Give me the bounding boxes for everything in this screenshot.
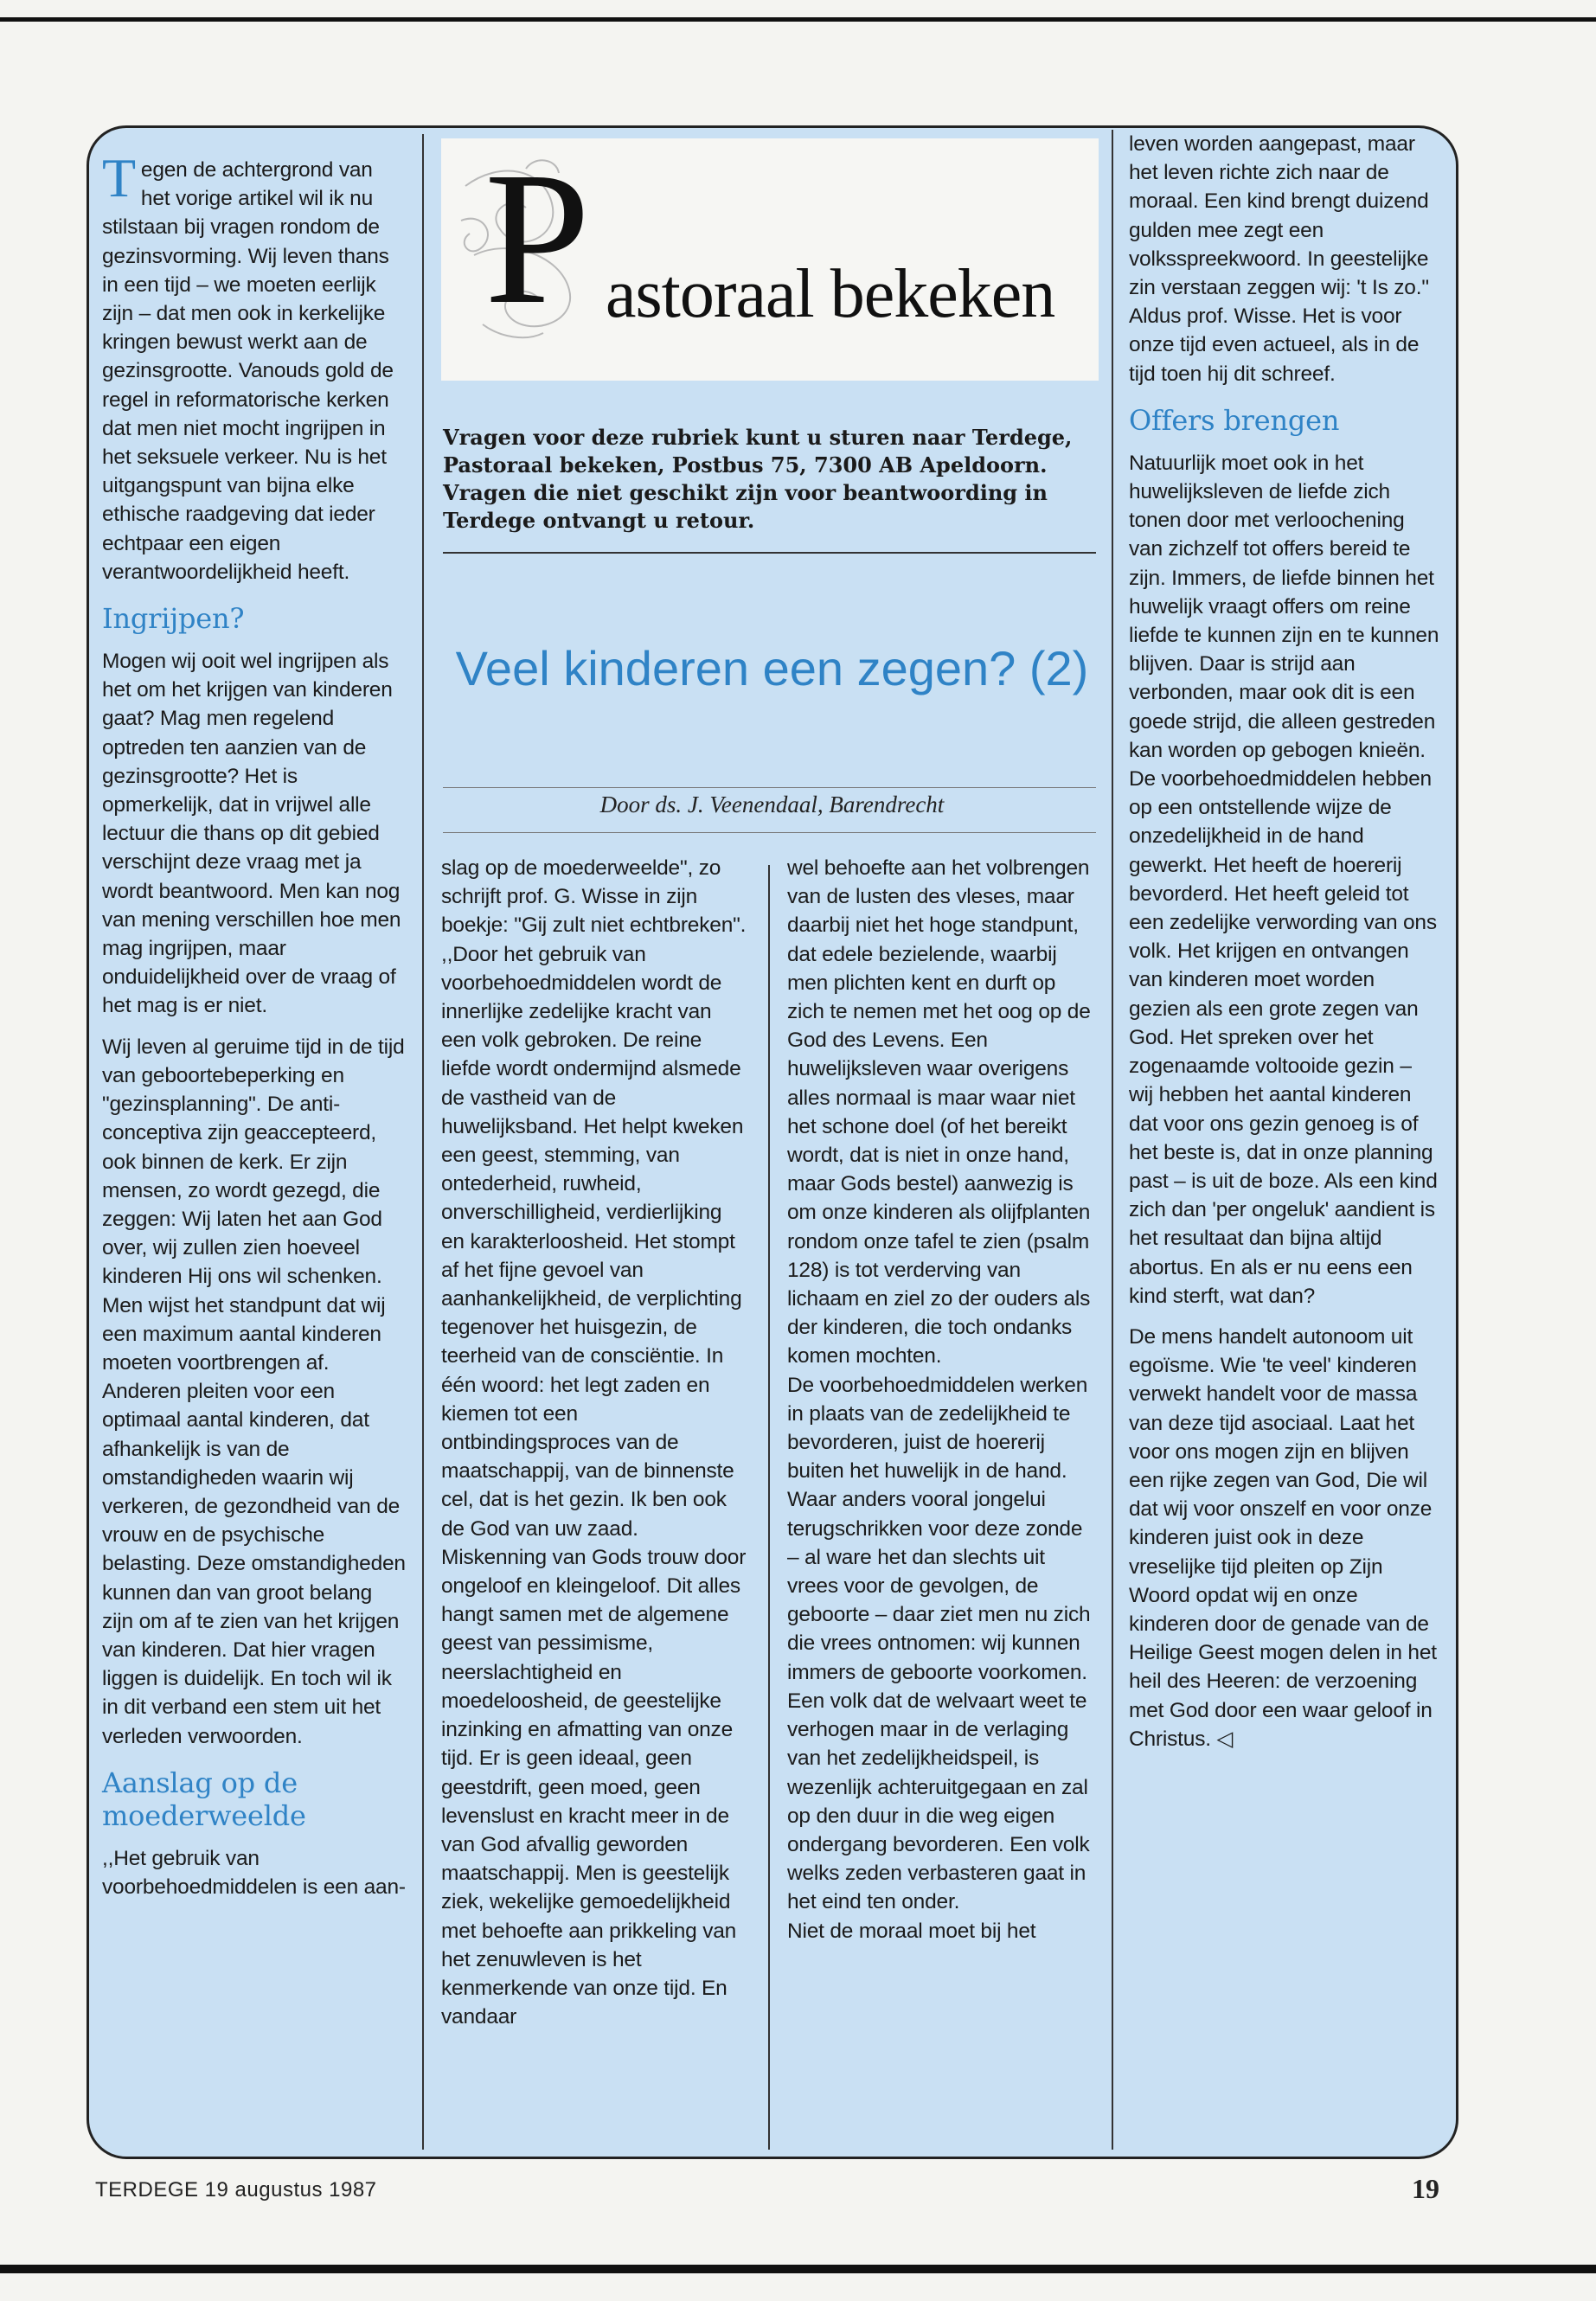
rubric-title: astoraal bekeken: [606, 256, 1055, 332]
column-3: [787, 854, 1092, 1945]
rubric-intro: Vragen voor deze rubriek kunt u sturen naar Terdege, Pastoraal bekeken, Postbus 75, 7300 AB Apeldoorn. Vragen die niet geschikt zijn voor beantwoording in Terdege ontvangt u retour.: [443, 425, 1073, 533]
column-rule: [768, 865, 770, 2150]
column-rule: [422, 134, 424, 2150]
paragraph: [102, 147, 407, 586]
subheading-ingrijpen: Ingrijpen?: [102, 602, 245, 636]
paragraph: Aldus prof. Wisse. Het is voor onze tijd even actueel, als in de tijd toen hij dit schreef.: [1129, 304, 1420, 386]
page-top-rule: [0, 17, 1596, 22]
paragraph: Wij leven al geruime tijd in de tijd van geboortebeperking en "gezinsplanning". De anti-conceptiva zijn geaccepteerd, ook binnen de kerk. Er zijn mensen, zo wordt gezegd, die zeggen: Wij laten het aan God over, wij zullen zien hoeveel kinderen Hij ons wil schenken. Men wijst het standpunt dat wij een maximum aantal kinderen moeten voortbrengen af. Anderen pleiten voor een optimaal aantal kinderen, dat afhankelijk is van de omstandigheden waarin wij verkeren, de gezondheid van de vrouw en de psychische belasting. Deze omstandigheden kunnen dan van groot belang zijn om af te zien van het krijgen van kinderen. Dat hier vragen liggen is duidelijk. En toch wil ik in dit verband een stem uit het verleden verwoorden.: [102, 1035, 406, 1748]
rubric-title-initial: P: [484, 132, 591, 343]
intro-divider: [443, 552, 1096, 554]
paragraph: Mogen wij ooit wel ingrijpen als het om het krijgen van kinderen gaat? Mag men regelend optreden ten aanzien van de gezinsgrootte? Het is opmerkelijk, dat in vrijwel alle lectuur die thans op dit gebied verschijnt deze vraag met ja wordt beantwoord. Men kan nog van mening verschillen hoe men mag ingrijpen, maar onduidelijkheid over de vraag of het mag is er niet.: [102, 650, 401, 1018]
subheading-offers: Offers brengen: [1129, 403, 1340, 437]
paragraph: Natuurlijk moet ook in het huwelijksleven de liefde zich tonen door met verloochening van zichzelf tot offers bereid te zijn. Immers, de liefde binnen het huwelijk vraagt offers om reine liefde te kunnen zijn en te kunnen blijven. Daar is strijd aan verbonden, maar ook dit is een goede strijd, die alleen gestreden kan worden op gebogen knieën.: [1129, 451, 1439, 762]
article-title: Veel kinderen een zegen? (2): [455, 641, 1089, 695]
page-bottom-rule: [0, 2265, 1596, 2273]
paragraph-text: egen de achtergrond van het vorige artikel wil ik nu stilstaan bij vragen rondom de gezinsvorming. Wij leven thans in een tijd – we moeten eerlijk zijn – dat men ook in kerkelijke kringen bewust werkt aan de gezinsgrootte. Vanouds gold de regel in reformatorische kerken dat men niet mocht ingrijpen in het seksuele verkeer. Nu is het uitgangspunt van bijna elke ethische raadgeving dat ieder echtpaar een eigen verantwoordelijkheid heeft.: [102, 158, 394, 584]
byline-top-rule: [443, 787, 1096, 788]
paragraph: wel behoefte aan het volbrengen van de lusten des vleses, maar daarbij niet het hoge standpunt, dat edele bezielende, waarbij men plichten kent en durft op zich te nemen met het oog op de God des Levens. Een huwelijksleven waar overigens alles normaal is maar waar niet het schone doel (of het bereikt wordt, dat is niet in onze hand, maar Gods bestel) aanwezig is om onze kinderen als olijfplanten rondom onze tafel te zien (psalm 128) is tot verderving van lichaam en ziel zo der ouders als der kinderen, die toch ondanks komen mochten.: [787, 856, 1091, 1368]
column-1: [102, 147, 407, 1901]
column-2: [441, 854, 748, 2031]
paragraph: De voorbehoedmiddelen hebben op een ontstellende wijze de onzedelijkheid in de hand gewerkt. Het heeft de hoererij bevorderd. Het heeft geleid tot een zedelijke verwording van ons volk. Het krijgen en ontvangen van kinderen moet worden gezien als een grote zegen van God. Het spreken over het zogenaamde voltooide gezin – wij hebben het aantal kinderen dat voor ons gezin genoeg is of het beste is, dat in onze planning past – is uit de boze. Als een kind zich dan 'per ongeluk' aandient is het resultaat dan bijna altijd abortus. En als er nu eens een kind sterft, wat dan?: [1129, 767, 1438, 1308]
paragraph: leven worden aangepast, maar het leven richte zich naar de moraal. Een kind brengt duizend gulden mee zegt een volksspreekwoord. In geestelijke zin verstaan zeggen wij: 't Is zo.": [1129, 132, 1429, 300]
paragraph: ,,Het gebruik van voorbehoedmiddelen is een aan-: [102, 1846, 406, 1899]
column-rule: [1112, 130, 1113, 2150]
paragraph: Niet de moraal moet bij het: [787, 1919, 1036, 1943]
drop-cap: T: [102, 147, 136, 208]
paragraph: slag op de moederweelde", zo schrijft prof. G. Wisse in zijn boekje: "Gij zult niet echtbreken". ,,Door het gebruik van voorbehoedmiddelen wordt de innerlijke zedelijke kracht van een volk gebroken. De reine liefde wordt ondermijnd alsmede de vastheid van de huwelijksband. Het helpt kweken een geest, stemming, van ontederheid, ruwheid, onverschilligheid, verdierlijking en karakterloosheid. Het stompt af het fijne gevoel van aanhankelijkheid, de verplichting tegenover het huisgezin, de teerheid van de consciëntie. In één woord: het legt zaden en kiemen tot een ontbindingsproces van de maatschappij, van de binnenste cel, dat is het gezin. Ik ben ook de God van uw zaad. Miskenning van Gods trouw door ongeloof en kleingeloof. Dit alles hangt samen met de algemene geest van pessimisme, neerslachtigheid en moedeloosheid, de geestelijke inzinking en afmatting van onze tijd. Er is geen ideaal, geen geestdrift, geen moed, geen levenslust en kracht meer in de van God afvallig geworden maatschappij. Men is geestelijk ziek, wekelijke gemoedelijkheid met behoefte aan prikkeling van het zenuwleven is het kenmerkende van onze tijd. En vandaar: [441, 856, 747, 2029]
page-number: 19: [1412, 2173, 1439, 2204]
publication-footer: TERDEGE 19 augustus 1987: [95, 2178, 377, 2202]
byline: Door ds. J. Veenendaal, Barendrecht: [599, 792, 945, 817]
paragraph: De voorbehoedmiddelen werken in plaats van de zedelijkheid te bevorderen, juist de hoererij buiten het huwelijk in de hand. Waar anders vooral jongelui terugschrikken voor deze zonde – al ware het dan slechts uit vrees voor de gevolgen, de geboorte – daar ziet men nu zich die vrees ontnomen: wij kunnen immers de geboorte voorkomen. Een volk dat de welvaart weet te verhogen maar in de verlaging van het zedelijkheidspeil, is wezenlijk achteruitgegaan en zal op den duur in die weg eigen ondergang bevorderen. Een volk welks zeden verbasteren gaat in het eind ten onder.: [787, 1373, 1091, 1914]
column-4: [1129, 130, 1440, 1753]
byline-bottom-rule: [443, 832, 1096, 833]
paragraph: De mens handelt autonoom uit egoïsme. Wie 'te veel' kinderen verwekt handelt voor de massa van deze tijd asociaal. Laat het voor ons mogen zijn en blijven een rijke zegen van God, Die wil dat wij voor onszelf en voor onze kinderen juist ook in deze vreselijke tijd pleiten op Zijn Woord opdat wij en onze kinderen door de genade van de Heilige Geest mogen delen in het heil des Heeren: de verzoening met God door een waar geloof in Christus. ◁: [1129, 1324, 1437, 1751]
subheading-aanslag: Aanslag op de moederweelde: [102, 1766, 306, 1832]
